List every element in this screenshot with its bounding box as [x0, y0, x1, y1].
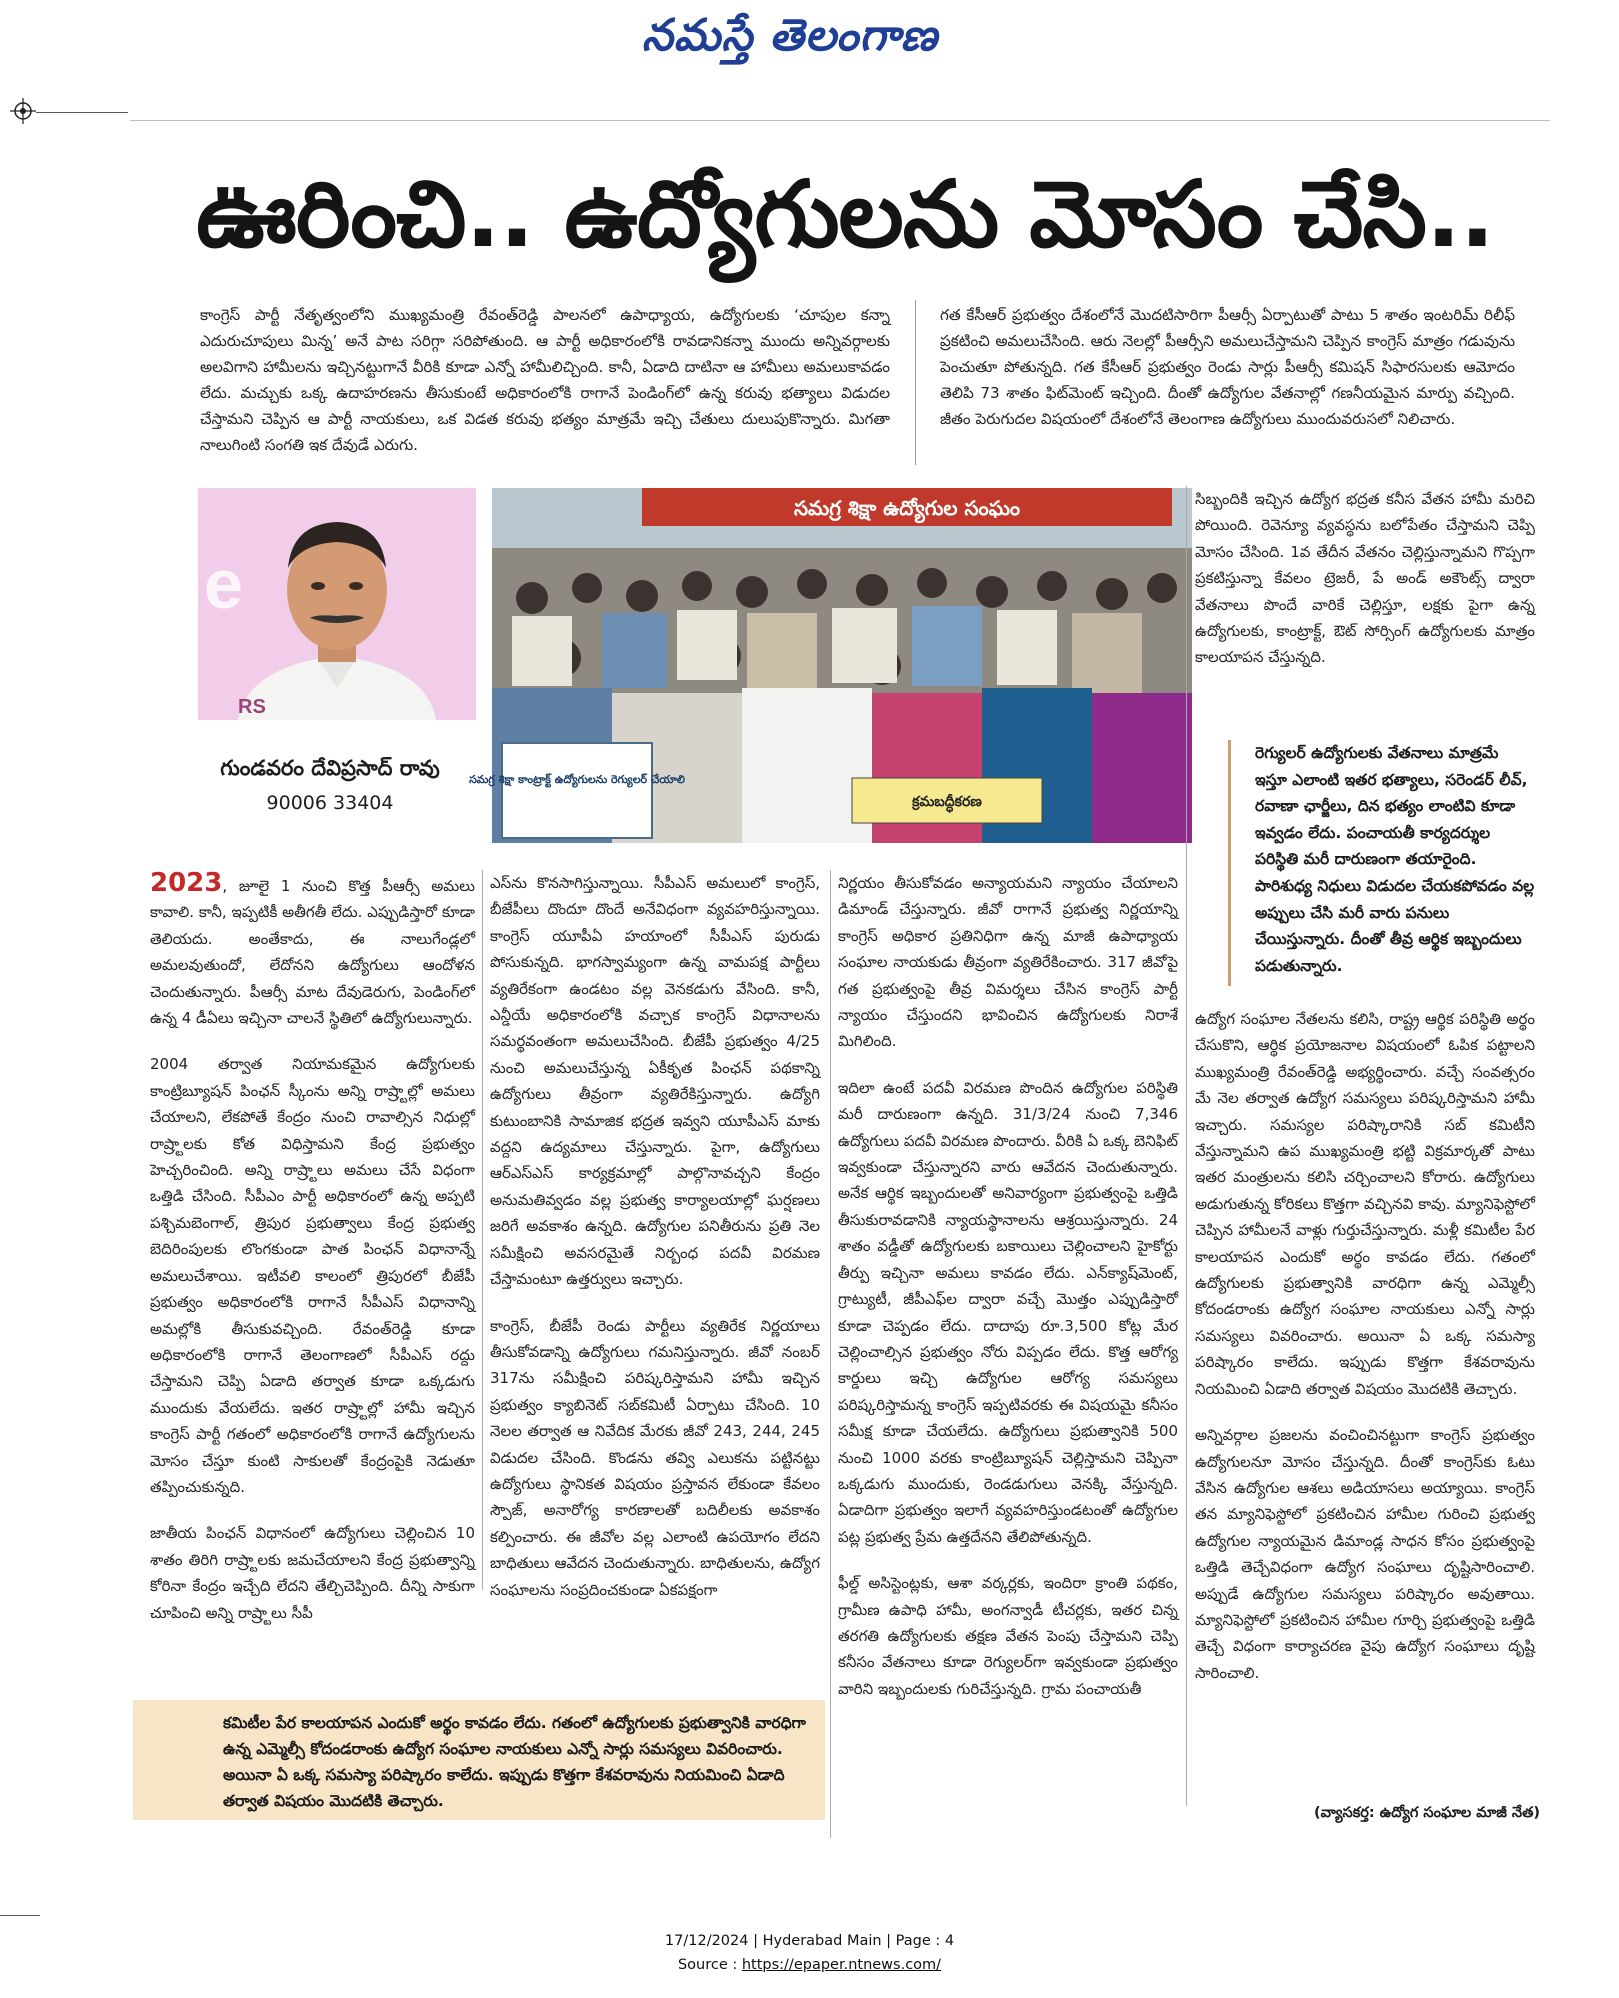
column-1-paragraph-2: 2004 తర్వాత నియామకమైన ఉద్యోగులకు కాంట్రిబ్యూషన్ పింఛన్ స్కీంను అన్ని రాష్ర్టాల్లో అమలు చేయాలని, లేకపోతే కేంద్రం నుంచి రావాల్సిన నిధుల్లో రాష్ర్టాలకు కోత విధిస్తామని కేంద్ర ప్రభుత్వం హెచ్చరించింది. అన్ని రాష్ర్టాలు అమలు చేసే విధంగా ఒత్తిడి చేసింది. సీపీఎం పార్టీ అధికారంలో ఉన్న అప్పటి పశ్చిమబెంగాల్, త్రిపుర ప్రభుత్వాలు కేంద్ర ప్రభుత్వ బెదిరింపులకు లొంగకుండా పాత పింఛన్ విధానాన్నే అమలుచేశాయి. ఇటీవలి కాలంలో త్రిపురలో బీజేపీ ప్రభుత్వం అధికారంలోకి రాగానే సీపీఎస్ విధానాన్ని అమల్లోకి తీసుకువచ్చింది. రేవంత్‌రెడ్డి కూడా అధికారంలోకి రాగానే తెలంగాణలో సీపీఎస్ రద్దు చేస్తామని చెప్పి ఏడాది తర్వాత కూడా ఒక్కడుగు ముందుకు వేయలేదు. ఇతర రాష్ర్టాల్లో హామీ ఇచ్చిన కాంగ్రెస్ పార్టీ గతంలో అధికారంలోకి రాగానే ఉద్యోగులను మోసం చేస్తూ కుంటి సాకులతో కేంద్రంపైకి నెడుతూ తప్పించుకున్నది. — [150, 1055, 475, 1496]
column-5-paragraph-2: అన్నివర్గాల ప్రజలను వంచించినట్టుగా కాంగ్రెస్ ప్రభుత్వం ఉద్యోగులనూ మోసం చేస్తున్నది. దీంతో కాంగ్రెస్‌కు ఓటు వేసిన ఉద్యోగుల ఆశలు అడియాసలు అయ్యాయి. కాంగ్రెస్ తన మ్యానిఫెస్టోలో ప్రకటించిన హామీల గురించి ప్రభుత్వ ఉద్యోగుల న్యాయమైన డిమాండ్ల సాధన కోసం ప్రభుత్వంపై ఒత్తిడి తెచ్చేవిధంగా ఉద్యోగ సంఘాలు దృష్టిసారించాలి. అప్పుడే ఉద్యోగుల సమస్యలు పరిష్కారం అవుతాయి. మ్యానిఫెస్టోలో ప్రకటించిన హామీల గూర్చి ప్రభుత్వంపై ఒత్తిడి తెచ్చే విధంగా కార్యాచరణ వైపు ఉద్యోగ సంఘాలు దృష్టి సారించాలి. — [1195, 1426, 1535, 1682]
protest-photo — [469, 488, 1192, 843]
intro-divider — [915, 300, 916, 465]
footer-source-label: Source : — [677, 1957, 742, 1973]
column-3-paragraph-2: ఇదిలా ఉంటే పదవీ విరమణ పొందిన ఉద్యోగుల పరిస్థితి మరీ దారుణంగా ఉన్నది. 31/3/24 నుంచి 7,346 ఉద్యోగులు పదవీ విరమణ పొందారు. వీరికి ఏ ఒక్క బెనిఫిట్ ఇవ్వకుండా చేస్తున్నారని వారు ఆవేదన చెందుతున్నారు. అనేక ఆర్థిక ఇబ్బందులతో అనివార్యంగా ప్రభుత్వంపై ఒత్తిడి తీసుకురావడానికి న్యాయస్థానాలను ఆశ్రయిస్తున్నారు. 24 శాతం వడ్డీతో ఉద్యోగులకు బకాయిలు చెల్లించాలని హైకోర్టు తీర్పు ఇచ్చినా అమలు కావడం లేదు. ఎన్‌క్యాష్‌మెంట్, గ్రాట్యుటీ, జీపీఎఫ్‌ల ద్వారా వచ్చే మొత్తం ఎప్పుడిస్తారో కూడా చెప్పడం లేదు. దాదాపు రూ.3,500 కోట్ల మేర చెల్లించాల్సిన ప్రభుత్వం నోరు విప్పడం లేదు. కొత్త ఆరోగ్య కార్డులు ఇచ్చి ఉద్యోగుల ఆరోగ్య సమస్యలు పరిష్కరిస్తామన్న కాంగ్రెస్ ఇప్పటివరకు ఈ విషయమై కనీసం సమీక్ష కూడా చేయలేదు. ఉద్యోగులు ప్రభుత్వానికి 500 నుంచి 1000 వరకు కాంట్రిబ్యూషన్ చెల్లిస్తామని చెప్పినా ఒక్కడుగు ముందుకు, రెండడుగులు వెనక్కి వేస్తున్నది. ఏడాదిగా ప్రభుత్వం ఇలాగే వ్యవహరిస్తుండటంతో ఉద్యోగుల పట్ల ప్రభుత్వ ప్రేమ ఉత్తదేనని తేలిపోతున్నది. — [838, 1078, 1178, 1546]
column-2-paragraph-2: కాంగ్రెస్, బీజేపీ రెండు పార్టీలు వ్యతిరేక నిర్ణయాలు తీసుకోవడాన్ని ఉద్యోగులు గమనిస్తున్నారు. జీవో నంబర్ 317ను సమీక్షించి పరిష్కరిస్తామని హామీ ఇచ్చిన ప్రభుత్వం క్యాబినెట్ సబ్‌కమిటీ ఏర్పాటు చేసింది. 10 నెలల తర్వాత ఆ నివేదిక మేరకు జీవో 243, 244, 245 విడుదల చేసింది. కొండను తవ్వి ఎలుకను పట్టినట్టు ఉద్యోగులు స్థానికత విషయం ప్రస్తావన లేకుండా కేవలం స్పౌజ్, అనారోగ్య కారణాలతో బదిలీలకు అవకాశం కల్పించారు. ఈ జీవోల వల్ల ఎలాంటి ఉపయోగం లేదని బాధితులు ఆవేదన చెందుతున్నారు. బాధితులను, ఉద్యోగ సంఘాలను సంప్రదించకుండా ఏకపక్షంగా — [490, 1316, 820, 1599]
author-phone: 90006 33404 — [266, 792, 394, 814]
column-5-paragraph-1: ఉద్యోగ సంఘాల నేతలను కలిసి, రాష్ట్ర ఆర్థిక పరిస్థితి అర్థం చేసుకొని, ఆర్థిక ప్రయోజనాల విషయంలో ఓపిక పట్టాలని ముఖ్యమంత్రి రేవంత్‌రెడ్డి అభ్యర్థించారు. వచ్చే సంవత్సరం మే నెల తర్వాత ఉద్యోగ సమస్యలు పరిష్కరిస్తామని హామీ ఇచ్చారు. సమస్యల పరిష్కారానికి సబ్ కమిటీని వేస్తున్నామని ఉప ముఖ్యమంత్రి భట్టి విక్రమార్కతో పాటు ఇతర మంత్రులను కలిసి చర్చించాలని కోరారు. ఉద్యోగులు అడుగుతున్న కోరికలు కొత్తగా వచ్చినవి కావు. మ్యానిఫెస్టోలో చెప్పిన హామీలనే వాళ్లు గుర్తుచేస్తున్నారు. మళ్లీ కమిటీల పేర కాలయాపన ఎందుకో అర్థం కావడం లేదు. గతంలో ఉద్యోగులకు ప్రభుత్వానికి వారధిగా ఉన్న ఎమ్మెల్సీ కోదండరాంకు ఉద్యోగ సంఘాల నాయకులు ఎన్నో సార్లు సమస్యలు వివరించారు. అయినా ఏ ఒక్క సమస్యా పరిష్కారం కాలేదు. ఇప్పుడు కొత్తగా కేశవరావును నియమించి ఏడాది తర్వాత విషయం మొదటికి తెచ్చారు. — [1195, 1010, 1535, 1398]
article-column-1 — [150, 868, 475, 1622]
author-name: గుండవరం దేవిప్రసాద్ రావు — [220, 756, 440, 780]
column-1-paragraph-1 — [150, 870, 475, 1031]
placard-2-text: క్రమబద్ధీకరణ — [912, 794, 982, 810]
callout-box: కమిటీల పేర కాలయాపన ఎందుకో అర్థం కావడం లేదు. గతంలో ఉద్యోగులకు ప్రభుత్వానికి వారధిగా ఉన్న ఎమ్మెల్సీ కోదండరాంకు ఉద్యోగ సంఘాల నాయకులు ఎన్నో సార్లు సమస్యలు వివరించారు. అయినా ఏ ఒక్క సమస్యా పరిష్కారం కాలేదు. ఇప్పుడు కొత్తగా కేశవరావును నియమించి ఏడాది తర్వాత విషయం మొదటికి తెచ్చారు. — [133, 1700, 825, 1820]
article-column-2 — [490, 870, 820, 1732]
placard-1-text: సమగ్ర శిక్షా కాంట్రాక్ట్ ఉద్యోగులను రెగ్యులర్ చేయాలి — [469, 773, 685, 786]
pullquote-accent-bar — [1228, 740, 1231, 986]
masthead-logo: నమస్తే తెలంగాణ — [641, 10, 939, 61]
column-4-paragraph-1: సిబ్బందికి ఇచ్చిన ఉద్యోగ భద్రత కనీస వేతన హామీ మరిచి పోయింది. రెవెన్యూ వ్యవస్థను బలోపేతం చేస్తామని చెప్పి మోసం చేసింది. 1వ తేదీన వేతనం చెల్లిస్తున్నామని గొప్పగా ప్రకటిస్తున్నా కేవలం ట్రెజరీ, పే అండ్ అకౌంట్స్ ద్వారా వేతనాలు పొందే వారికే చెల్లిస్తూ, లక్షకు పైగా ఉన్న ఉద్యోగులకు, కాంట్రాక్ట్, ఔట్ సోర్సింగ్ ఉద్యోగులకు మాత్రం కాలయాపన చేస్తున్నది. — [1195, 490, 1535, 667]
column-1-paragraph-3: జాతీయ పింఛన్ విధానంలో ఉద్యోగులు చెల్లించిన 10 శాతం తిరిగి రాష్ర్టాలకు జమచేయాలని కేంద్ర ప్రభుత్వాన్ని కోరినా కేంద్రం ఇచ్చేది లేదని తేల్చిచెప్పింది. దీన్ని సాకుగా చూపించి అన్ని రాష్ర్టాలు సీపీ — [150, 1524, 475, 1622]
article-column-3 — [838, 870, 1178, 1838]
footer-crop-line — [0, 1915, 40, 1916]
svg-text:e: e — [204, 545, 243, 623]
author-photo — [198, 488, 476, 720]
protest-scene-image — [469, 488, 1192, 843]
article-column-5 — [1195, 1006, 1535, 1786]
intro-paragraph-right: గత కేసీఆర్ ప్రభుత్వం దేశంలోనే మొదటిసారిగా పీఆర్సీ ఏర్పాటుతో పాటు 5 శాతం ఇంటరిమ్ రిలీఫ్ ప్రకటించి అమలుచేసింది. ఆరు నెలల్లో పీఆర్సీని అమలుచేస్తామని చెప్పిన కాంగ్రెస్ మాత్రం గడువును పెంచుతూ పోతున్నది. గత కేసీఆర్ ప్రభుత్వం రెండు సార్లు పీఆర్సీ కమిషన్ సిఫారసులకు ఆమోదం తెలిపి 73 శాతం ఫిట్‌మెంట్ ఇచ్చింది. దీంతో ఉద్యోగుల వేతనాల్లో గణనీయమైన మార్పు వచ్చింది. జీతం పెరుగుదల విషయంలో దేశంలోనే తెలంగాణ ఉద్యోగులు ముందువరుసలో నిలిచారు. — [940, 306, 1515, 428]
pullquote: రెగ్యులర్ ఉద్యోగులకు వేతనాలు మాత్రమే ఇస్తూ ఎలాంటి ఇతర భత్యాలు, సరెండర్ లీవ్, రవాణా ఛార్జీలు, దిన భత్యం లాంటివి కూడా ఇవ్వడం లేదు. పంచాయతీ కార్యదర్శుల పరిస్థితి మరీ దారుణంగా తయారైంది. పారిశుధ్య నిధులు విడుదల చేయకపోవడం వల్ల అప్పులు చేసి మరీ వారు పనులు చేయిస్తున్నారు. దీంతో తీవ్ర ఆర్థిక ఇబ్బందులు పడుతున్నారు. — [1255, 744, 1535, 975]
author-portrait-icon — [198, 488, 476, 720]
column-3-paragraph-1: నిర్ణయం తీసుకోవడం అన్యాయమని న్యాయం చేయాలని డిమాండ్ చేస్తున్నారు. జీవో రాగానే ప్రభుత్వ నిర్ణయాన్ని కాంగ్రెస్ అధికార ప్రతినిధిగా ఉన్న మాజీ ఉపాధ్యాయ సంఘాల నాయకుడు తీవ్రంగా వ్యతిరేకించారు. 317 జీవోపై గత ప్రభుత్వంపై తీవ్ర విమర్శలు చేసిన కాంగ్రెస్ పార్టీ న్యాయం చేస్తుందని భావించిన ఉద్యోగులకు నిరాశే మిగిలింది. — [838, 874, 1178, 1051]
article-column-4 — [1195, 486, 1535, 726]
svg-text:RS: RS — [238, 696, 266, 718]
column-3-paragraph-3: ఫీల్డ్ అసిస్టెంట్లకు, ఆశా వర్కర్లకు, ఇందిరా క్రాంతి పథకం, గ్రామీణ ఉపాధి హామీ, అంగన్వాడీ టీచర్లకు, ఇతర చిన్న తరగతి ఉద్యోగులకు తక్షణ వేతన పెంపు చేస్తామని చెప్పి కనీసం వేతనాలు కూడా రెగ్యులర్‌గా ఇవ్వకుండా ప్రభుత్వం వారిని ఇబ్బందులకు గురిచేస్తున్నది. గ్రామ పంచాయతీ — [838, 1574, 1178, 1698]
year-lead: 2023 — [150, 868, 223, 898]
column-2-paragraph-1: ఎస్‌ను కొనసాగిస్తున్నాయి. సీపీఎస్ అమలులో కాంగ్రెస్, బీజేపీలు దొందూ దొందే అనేవిధంగా వ్యవహరిస్తున్నాయి. కాంగ్రెస్ యూపీఏ హయాంలో సీపీఎస్ పురుడు పోసుకున్నది. భాగస్వామ్యంగా ఉన్న వామపక్ష పార్టీలు వ్యతిరేకంగా ఉండటం వల్ల వెనకడుగు వేసింది. కానీ, ఎన్డీయే అధికారంలోకి వచ్చాక కాంగ్రెస్ విధానాలను సమర్థవంతంగా అమలుచేసింది. బీజేపీ ప్రభుత్వం 4/25 నుంచి అమలుచేస్తున్న ఏకీకృత పింఛన్ పథకాన్ని ఉద్యోగులు తీవ్రంగా వ్యతిరేకిస్తున్నారు. ఉద్యోగి కుటుంబానికి సామాజిక భద్రత ఇవ్వని యూపీఎస్ మాకు వద్దని ఉద్యమాలు చేస్తున్నారు. పైగా, ఉద్యోగులు ఆర్ఎస్ఎస్ కార్యక్రమాల్లో పాల్గొనావచ్చని కేంద్రం అనుమతివ్వడం వల్ల ప్రభుత్వ కార్యాలయాల్లో ఘర్షణలు జరిగే అవకాశం ఉన్నది. ఉద్యోగుల పనితీరును ప్రతి నెల సమీక్షించి అవసరమైతే నిర్బంధ పదవీ విరమణ చేస్తామంటూ ఉత్తర్వులు ఇచ్చారు. — [490, 874, 820, 1289]
footer-date-line: 17/12/2024 | Hyderabad Main | Page : 4 — [664, 1933, 955, 1949]
column-divider — [830, 870, 831, 1838]
header-rule — [130, 120, 1550, 121]
article-headline: ఊరించి.. ఉద్యోగులను మోసం చేసి.. — [196, 161, 1494, 268]
crop-line — [36, 112, 128, 113]
registration-mark-icon — [8, 96, 38, 126]
column-1-paragraph-1-text: , జూలై 1 నుంచి కొత్త పీఆర్సీ అమలు కావాలి. కానీ, ఇప్పటికీ అతీగతీ లేదు. ఎప్పుడిస్తారో కూడా తెలియదు. అంతేకాదు, ఈ నాలుగేండ్లలో అమలవుతుందో, లేదోనని ఉద్యోగులు ఆందోళన చెందుతున్నారు. పీఆర్సీ మాట దేవుడెరుగు, పెండింగ్‌లో ఉన్న 4 డీఏలు ఇచ్చినా చాలనే స్థితిలో ఉద్యోగులున్నారు. — [150, 877, 475, 1028]
footer-source-line — [0, 1957, 1619, 1979]
intro-paragraph-left: కాంగ్రెస్ పార్టీ నేతృత్వంలోని ముఖ్యమంత్రి రేవంత్‌రెడ్డి పాలనలో ఉపాధ్యాయ, ఉద్యోగులకు ‘చూపుల కన్నా ఎదురుచూపులు మిన్న’ అనే పాట సరిగ్గా సరిపోతుంది. ఆ పార్టీ అధికారంలోకి రావడానికన్నా ముందు అన్నివర్గాలకు అలవిగాని హామీలను ఇచ్చినట్టుగానే వీరికి కూడా ఎన్నో హామీలిచ్చింది. కానీ, ఏడాది దాటినా ఆ హామీలు అమలుకావడం లేదు. మచ్చుకు ఒక్క ఉదాహరణను తీసుకుంటే అధికారంలోకి రాగానే పెండింగ్‌లో ఉన్న కరువు భత్యాలు విడుదల చేస్తామని చెప్పిన ఆ పార్టీ నాయకులు, ఒక విడత కరువు భత్యం మాత్రమే ఇచ్చి చేతులు దులుపుకొన్నారు. మిగతా నాలుగింటి సంగతి ఇక దేవుడే ఎరుగు. — [200, 306, 890, 454]
column-divider — [482, 870, 483, 1590]
photo-banner-text: సమగ్ర శిక్షా ఉద్యోగుల సంఘం — [794, 496, 1020, 520]
column-divider — [1186, 486, 1187, 1806]
byline-note: (వ్యాసకర్త: ఉద్యోగ సంఘాల మాజీ నేత) — [1314, 1805, 1540, 1821]
footer-source-link[interactable]: https://epaper.ntnews.com/ — [741, 1957, 942, 1973]
